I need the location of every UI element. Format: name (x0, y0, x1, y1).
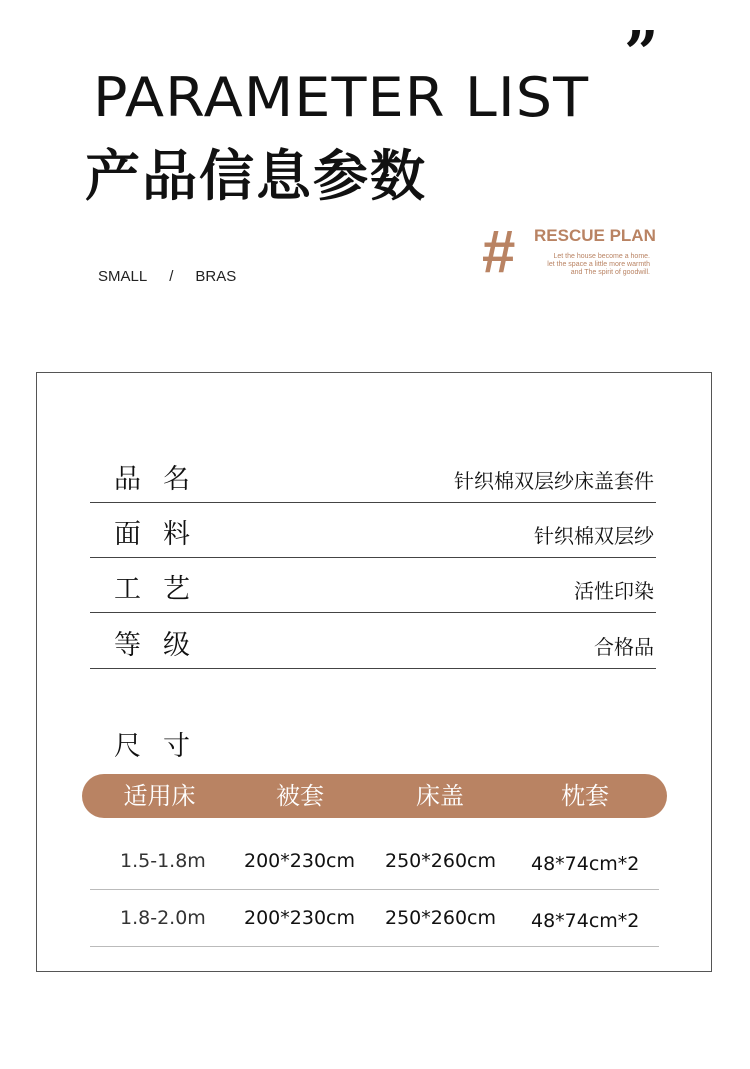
title-english: PARAMETER LIST (93, 66, 590, 129)
size-cell: 200*230cm (244, 850, 355, 872)
param-label: 等级 (114, 630, 212, 661)
size-table-row (90, 832, 659, 890)
title-chinese: 产品信息参数 (85, 144, 428, 208)
size-cell: 1.5-1.8m (120, 850, 206, 872)
size-cell: 250*260cm (385, 850, 496, 872)
param-label: 工艺 (114, 574, 212, 605)
badge-title: RESCUE PLAN (534, 226, 656, 245)
size-cell: 250*260cm (385, 907, 496, 929)
param-value: 合格品 (594, 635, 654, 659)
badge-slogan (450, 253, 650, 277)
param-row-fabric (90, 503, 656, 558)
size-header-cell: 被套 (276, 782, 324, 810)
badge-slogan-line: and The spirit of goodwill. (570, 269, 650, 276)
tagline-left: SMALL (98, 268, 148, 285)
size-header-cell: 适用床 (123, 782, 196, 810)
param-value: 针织棉双层纱床盖套件 (454, 469, 654, 493)
size-cell: 1.8-2.0m (120, 907, 206, 929)
size-cell: 48*74cm*2 (531, 853, 640, 875)
size-table-header (82, 774, 667, 818)
badge-slogan-line: let the space a little more warmth (547, 261, 650, 268)
param-row-name (90, 448, 656, 503)
size-title: 尺寸 (114, 731, 212, 762)
size-cell: 48*74cm*2 (531, 910, 640, 932)
size-header-cell: 床盖 (416, 782, 464, 810)
quote-mark-icon: ” (624, 19, 659, 89)
param-value: 活性印染 (574, 579, 654, 603)
hash-icon: # (482, 218, 516, 285)
tagline-separator: / (169, 268, 174, 285)
size-table-row (90, 889, 659, 947)
badge-slogan-line: Let the house become a home. (553, 253, 650, 260)
tagline (98, 268, 236, 285)
param-value: 针织棉双层纱 (534, 524, 654, 548)
param-row-grade (90, 614, 656, 669)
tagline-right: BRAS (195, 268, 237, 285)
size-cell: 200*230cm (244, 907, 355, 929)
param-label: 面料 (114, 519, 212, 550)
param-row-process (90, 558, 656, 613)
param-label: 品名 (114, 464, 212, 495)
size-header-cell: 枕套 (561, 782, 609, 810)
